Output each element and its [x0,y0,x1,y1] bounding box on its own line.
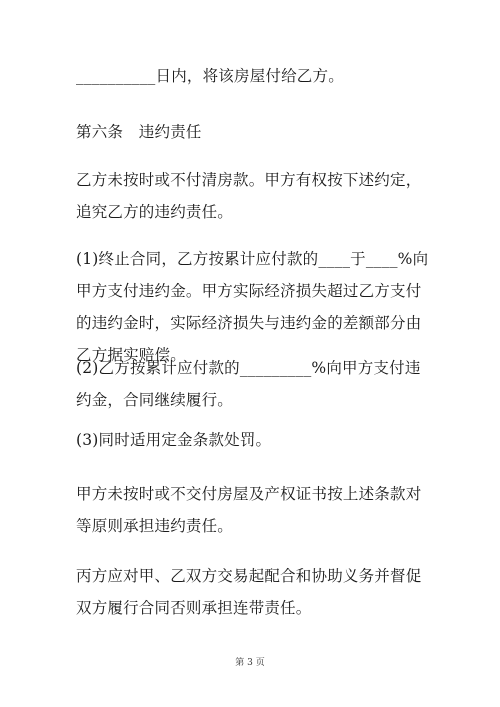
clause-2-continue: (2)乙方按累计应付款的_________%向甲方支付违约金，合同继续履行。 [76,359,421,409]
paragraph-delivery-deadline: __________日内，将该房屋付给乙方。 [76,67,344,85]
clause-1-termination: (1)终止合同，乙方按累计应付款的____于____%向甲方支付违约金。甲方实际经济损失超过乙方支付的违约金时，实际经济损失与违约金的差额部分由乙方据实赔偿。 [76,250,429,364]
paragraph-buyer-breach: 乙方未按时或不付清房款。甲方有权按下述约定，追究乙方的违约责任。 [76,171,422,221]
paragraph-third-party-duty: 丙方应对甲、乙双方交易起配合和协助义务并督促双方履行合同否则承担连带责任。 [76,567,422,617]
article-6-heading: 第六条 违约责任 [76,123,202,141]
paragraph-seller-breach: 甲方未按时或不交付房屋及产权证书按上述条款对等原则承担违约责任。 [76,485,422,535]
clause-3-deposit: (3)同时适用定金条款处罚。 [76,431,272,449]
page-number: 第 3 页 [235,658,265,668]
